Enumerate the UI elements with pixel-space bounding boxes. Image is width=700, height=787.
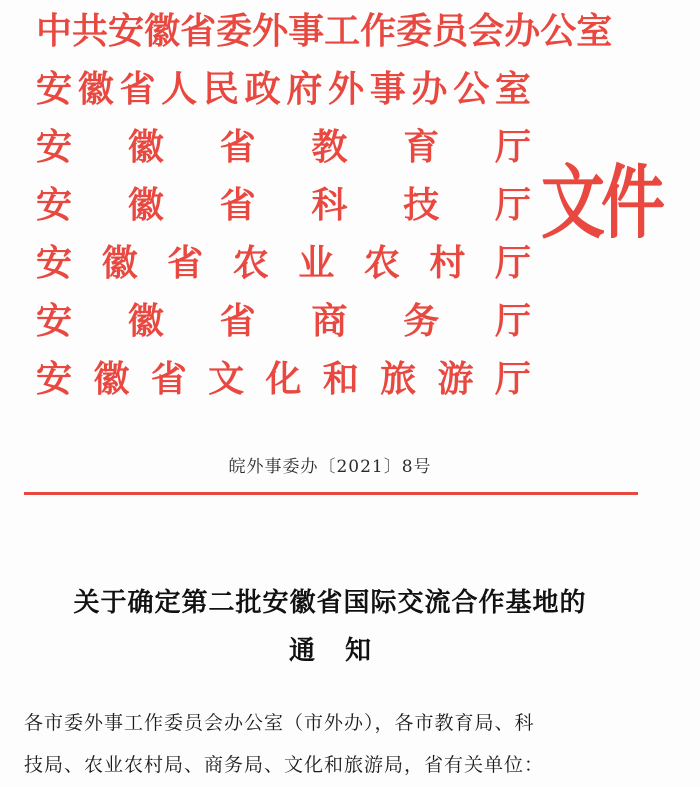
- issuer-char: 会: [468, 10, 505, 52]
- issuer-row: [36, 356, 531, 403]
- salutation-line-2: 技局、农业农村局、商务局、文化和旅游局，省有关单位：: [24, 754, 545, 776]
- issuer-char: 室: [576, 10, 613, 52]
- issuer-char: 厅: [494, 358, 531, 400]
- issuer-char: 安: [36, 126, 73, 168]
- issuer-char: 技: [403, 184, 440, 226]
- issuer-char: 化: [265, 358, 302, 400]
- issuer-char: 安: [36, 300, 73, 342]
- issuer-char: 徽: [127, 126, 164, 168]
- document-title-line-2: 通知: [288, 636, 401, 666]
- issuer-char: 省: [150, 358, 187, 400]
- issuer-row: [36, 124, 531, 171]
- issuer-char: 厅: [494, 126, 531, 168]
- issuer-char: 委: [216, 10, 253, 52]
- issuer-char: 徽: [93, 358, 130, 400]
- issuer-char: 徽: [144, 10, 181, 52]
- issuer-char: 省: [219, 300, 256, 342]
- issuer-char: 文: [208, 358, 245, 400]
- issuer-char: 事: [288, 10, 325, 52]
- issuer-char: 农: [232, 242, 269, 284]
- issuer-char: 厅: [494, 242, 531, 284]
- issuer-char: 厅: [494, 300, 531, 342]
- issuer-char: 村: [429, 242, 466, 284]
- issuer-char: 安: [36, 184, 73, 226]
- issuer-char: 安: [108, 10, 145, 52]
- issuer-row: [36, 66, 531, 113]
- issuer-char: 省: [219, 184, 256, 226]
- issuer-char: 育: [403, 126, 440, 168]
- issuer-char: 徽: [127, 184, 164, 226]
- issuer-char: 业: [298, 242, 335, 284]
- issuer-char: 省: [180, 10, 217, 52]
- issuer-char: 农: [363, 242, 400, 284]
- issuer-char: 安: [36, 242, 73, 284]
- issuer-char: 游: [437, 358, 474, 400]
- issuer-char: 徽: [101, 242, 138, 284]
- document-suffix: 文件: [541, 156, 661, 251]
- issuer-char: 办: [411, 68, 448, 110]
- issuer-char: 省: [119, 68, 156, 110]
- issuer-row: [36, 182, 531, 229]
- issuer-char: 办: [504, 10, 541, 52]
- issuer-char: 外: [252, 10, 289, 52]
- document-title-line-1: 关于确定第二批安徽省国际交流合作基地的: [73, 588, 587, 618]
- issuer-char: 教: [311, 126, 348, 168]
- issuer-row: [36, 298, 531, 345]
- issuer-row: [36, 8, 613, 55]
- issuer-char: 作: [360, 10, 397, 52]
- issuer-char: 务: [403, 300, 440, 342]
- issuer-char: 公: [540, 10, 577, 52]
- issuer-char: 徽: [127, 300, 164, 342]
- issuer-char: 徽: [77, 68, 114, 110]
- issuer-char: 安: [36, 358, 73, 400]
- document-number: 皖外事委办〔2021〕8号: [228, 457, 432, 477]
- issuer-char: 员: [432, 10, 469, 52]
- issuer-char: 事: [369, 68, 406, 110]
- issuer-char: 商: [311, 300, 348, 342]
- issuer-char: 公: [453, 68, 490, 110]
- issuer-char: 人: [161, 68, 198, 110]
- issuer-row: [36, 240, 531, 287]
- header-divider: [24, 492, 638, 495]
- issuer-char: 政: [244, 68, 281, 110]
- issuer-char: 委: [396, 10, 433, 52]
- issuer-char: 民: [202, 68, 239, 110]
- issuer-char: 和: [322, 358, 359, 400]
- issuer-char: 中: [36, 10, 73, 52]
- issuer-char: 厅: [494, 184, 531, 226]
- issuer-char: 工: [324, 10, 361, 52]
- issuer-char: 共: [72, 10, 109, 52]
- salutation-line-1: 各市委外事工作委员会办公室（市外办），各市教育局、科: [24, 712, 535, 734]
- issuer-char: 科: [311, 184, 348, 226]
- issuer-char: 省: [219, 126, 256, 168]
- issuer-char: 府: [286, 68, 323, 110]
- issuer-char: 省: [167, 242, 204, 284]
- issuer-char: 外: [328, 68, 365, 110]
- issuer-char: 室: [494, 68, 531, 110]
- issuer-char: 旅: [380, 358, 417, 400]
- issuer-char: 安: [36, 68, 73, 110]
